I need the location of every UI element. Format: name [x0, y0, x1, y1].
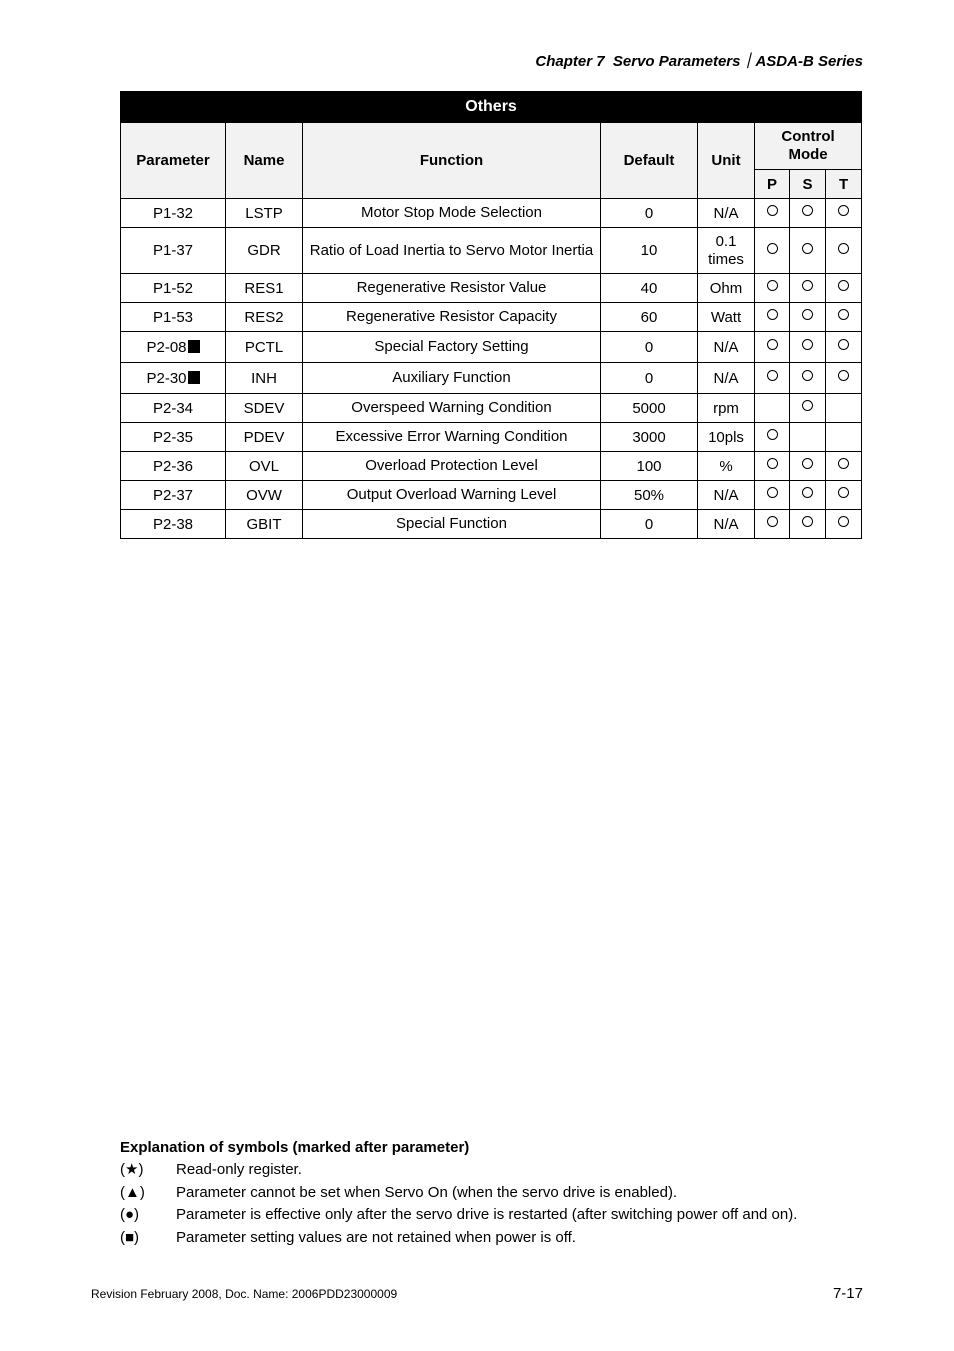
circle-icon: [802, 516, 813, 527]
cell-parameter: [121, 363, 226, 394]
cell-mode-s: [790, 481, 826, 510]
col-name: Name: [226, 123, 303, 199]
cell-parameter: [121, 228, 226, 274]
cell-mode-s: [790, 363, 826, 394]
cell-mode-s: [790, 332, 826, 363]
col-function: Function: [303, 123, 601, 199]
legend-text: Parameter cannot be set when Servo On (when the servo drive is enabled).: [176, 1183, 678, 1201]
cell-name: OVW: [226, 481, 303, 510]
cell-mode-t: [826, 274, 862, 303]
cell-name: LSTP: [226, 199, 303, 228]
legend-title: Explanation of symbols (marked after parameter): [120, 1139, 470, 1156]
col-default: Default: [601, 123, 698, 199]
parameter-table: [120, 91, 862, 539]
circle-icon: [802, 339, 813, 350]
cell-mode-t: [826, 303, 862, 332]
circle-icon: [838, 339, 849, 350]
circle-icon: [802, 309, 813, 320]
cell-mode-p: [755, 394, 790, 423]
table-row: [121, 274, 862, 303]
legend-symbol: (★): [120, 1161, 144, 1178]
cell-function: Excessive Error Warning Condition: [303, 423, 601, 452]
cell-mode-t: [826, 423, 862, 452]
circle-icon: [838, 309, 849, 320]
cell-parameter: [121, 303, 226, 332]
cell-name: RES1: [226, 274, 303, 303]
legend-item: [120, 1183, 678, 1206]
cell-mode-s: [790, 303, 826, 332]
cell-function: Ratio of Load Inertia to Servo Motor Inertia: [303, 228, 601, 274]
cell-default: 40: [601, 274, 698, 303]
col-control-mode: Control Mode: [755, 123, 862, 170]
table-title: Others: [121, 92, 862, 123]
circle-icon: [767, 205, 778, 216]
cell-mode-s: [790, 423, 826, 452]
parameter-code: P1-32: [152, 204, 194, 222]
circle-icon: [767, 429, 778, 440]
cell-function: Special Factory Setting: [303, 332, 601, 363]
parameter-code: P2-08: [146, 338, 187, 356]
table-row: [121, 199, 862, 228]
table-row: [121, 452, 862, 481]
legend-text: Parameter is effective only after the servo drive is restarted (after switching power off and on).: [176, 1206, 798, 1223]
col-p: P: [755, 170, 790, 199]
cell-function: Special Function: [303, 510, 601, 539]
cell-mode-p: [755, 199, 790, 228]
page-number: 7-17: [832, 1285, 863, 1302]
circle-icon: [802, 400, 813, 411]
legend-text: Read-only register.: [176, 1161, 302, 1178]
table-row: [121, 423, 862, 452]
cell-function: Overload Protection Level: [303, 452, 601, 481]
cell-unit: N/A: [698, 481, 755, 510]
parameter-code: P2-36: [152, 457, 194, 475]
circle-icon: [767, 243, 778, 254]
cell-default: 60: [601, 303, 698, 332]
cell-mode-t: [826, 510, 862, 539]
cell-mode-s: [790, 510, 826, 539]
circle-icon: [838, 516, 849, 527]
cell-parameter: [121, 510, 226, 539]
circle-icon: [767, 309, 778, 320]
cell-mode-p: [755, 510, 790, 539]
circle-icon: [802, 243, 813, 254]
cell-unit: N/A: [698, 199, 755, 228]
parameter-code: P2-34: [152, 399, 194, 417]
circle-icon: [802, 280, 813, 291]
circle-icon: [767, 280, 778, 291]
cell-mode-p: [755, 332, 790, 363]
circle-icon: [802, 487, 813, 498]
circle-icon: [767, 370, 778, 381]
circle-icon: [838, 487, 849, 498]
parameter-code: P1-37: [152, 242, 194, 259]
cell-name: PCTL: [226, 332, 303, 363]
cell-name: OVL: [226, 452, 303, 481]
cell-function: Regenerative Resistor Value: [303, 274, 601, 303]
cell-parameter: [121, 481, 226, 510]
volatile-square-icon: [188, 371, 200, 384]
cell-mode-s: [790, 394, 826, 423]
cell-mode-t: [826, 394, 862, 423]
cell-mode-p: [755, 423, 790, 452]
legend-symbol: (■): [120, 1228, 140, 1246]
circle-icon: [838, 458, 849, 469]
cell-unit: rpm: [698, 394, 755, 423]
circle-icon: [838, 280, 849, 291]
cell-default: 0: [601, 363, 698, 394]
cell-mode-s: [790, 228, 826, 274]
cell-mode-t: [826, 363, 862, 394]
footer-revision: Revision February 2008, Doc. Name: 2006PDD23000009: [91, 1287, 398, 1301]
cell-mode-s: [790, 274, 826, 303]
circle-icon: [802, 458, 813, 469]
legend-item: [120, 1228, 576, 1251]
table-row: [121, 481, 862, 510]
cell-default: 100: [601, 452, 698, 481]
col-parameter: Parameter: [121, 123, 226, 199]
cell-name: RES2: [226, 303, 303, 332]
cell-name: GDR: [226, 228, 303, 274]
cell-function: Auxiliary Function: [303, 363, 601, 394]
cell-unit: N/A: [698, 363, 755, 394]
circle-icon: [838, 205, 849, 216]
cell-mode-p: [755, 228, 790, 274]
circle-icon: [838, 370, 849, 381]
cell-default: 50%: [601, 481, 698, 510]
legend-items: [120, 1160, 798, 1250]
col-s: S: [790, 170, 826, 199]
cell-mode-p: [755, 274, 790, 303]
cell-parameter: [121, 274, 226, 303]
cell-mode-p: [755, 452, 790, 481]
cell-parameter: [121, 394, 226, 423]
cell-mode-t: [826, 452, 862, 481]
cell-unit: N/A: [698, 510, 755, 539]
cell-unit: Watt: [698, 303, 755, 332]
parameter-code: P1-52: [152, 279, 194, 297]
cell-function: Regenerative Resistor Capacity: [303, 303, 601, 332]
legend-item: [120, 1160, 469, 1183]
circle-icon: [767, 516, 778, 527]
cell-parameter: [121, 199, 226, 228]
circle-icon: [767, 487, 778, 498]
table-row: [121, 394, 862, 423]
cell-name: GBIT: [226, 510, 303, 539]
symbol-legend: [120, 1139, 798, 1250]
circle-icon: [767, 458, 778, 469]
cell-function: Output Overload Warning Level: [303, 481, 601, 510]
table-row: [121, 303, 862, 332]
circle-icon: [802, 370, 813, 381]
cell-mode-t: [826, 332, 862, 363]
col-unit: Unit: [698, 123, 755, 199]
cell-function: Overspeed Warning Condition: [303, 394, 601, 423]
cell-unit: N/A: [698, 332, 755, 363]
cell-mode-p: [755, 303, 790, 332]
legend-symbol: (●): [120, 1206, 140, 1223]
parameter-code: P2-30: [146, 369, 187, 387]
cell-name: PDEV: [226, 423, 303, 452]
circle-icon: [802, 205, 813, 216]
cell-mode-t: [826, 228, 862, 274]
parameter-code: P2-35: [152, 428, 194, 446]
cell-mode-s: [790, 199, 826, 228]
cell-mode-t: [826, 199, 862, 228]
cell-mode-t: [826, 481, 862, 510]
parameter-code: P2-37: [152, 486, 194, 504]
cell-unit: 10pls: [698, 423, 755, 452]
cell-default: 10: [601, 228, 698, 274]
cell-parameter: [121, 423, 226, 452]
legend-text: Parameter setting values are not retained when power is off.: [176, 1228, 576, 1246]
cell-default: 5000: [601, 394, 698, 423]
table-body: [121, 199, 862, 539]
cell-mode-s: [790, 452, 826, 481]
table-row: [121, 363, 862, 394]
cell-mode-p: [755, 363, 790, 394]
cell-default: 0: [601, 332, 698, 363]
circle-icon: [767, 339, 778, 350]
cell-mode-p: [755, 481, 790, 510]
cell-default: 3000: [601, 423, 698, 452]
table-row: [121, 228, 862, 274]
cell-name: SDEV: [226, 394, 303, 423]
cell-unit: Ohm: [698, 274, 755, 303]
legend-symbol: (▲): [120, 1183, 145, 1201]
cell-parameter: [121, 332, 226, 363]
cell-unit: 0.1 times: [698, 228, 755, 274]
col-t: T: [826, 170, 862, 199]
parameter-code: P1-53: [152, 308, 194, 326]
volatile-square-icon: [188, 340, 200, 353]
legend-item: [120, 1205, 798, 1228]
cell-default: 0: [601, 199, 698, 228]
cell-default: 0: [601, 510, 698, 539]
cell-name: INH: [226, 363, 303, 394]
table-row: [121, 332, 862, 363]
cell-unit: %: [698, 452, 755, 481]
page-header: Chapter 7 Servo Parameters｜ASDA-B Series: [535, 53, 863, 70]
parameter-code: P2-38: [152, 515, 194, 533]
circle-icon: [838, 243, 849, 254]
table-row: [121, 510, 862, 539]
cell-parameter: [121, 452, 226, 481]
cell-function: Motor Stop Mode Selection: [303, 199, 601, 228]
